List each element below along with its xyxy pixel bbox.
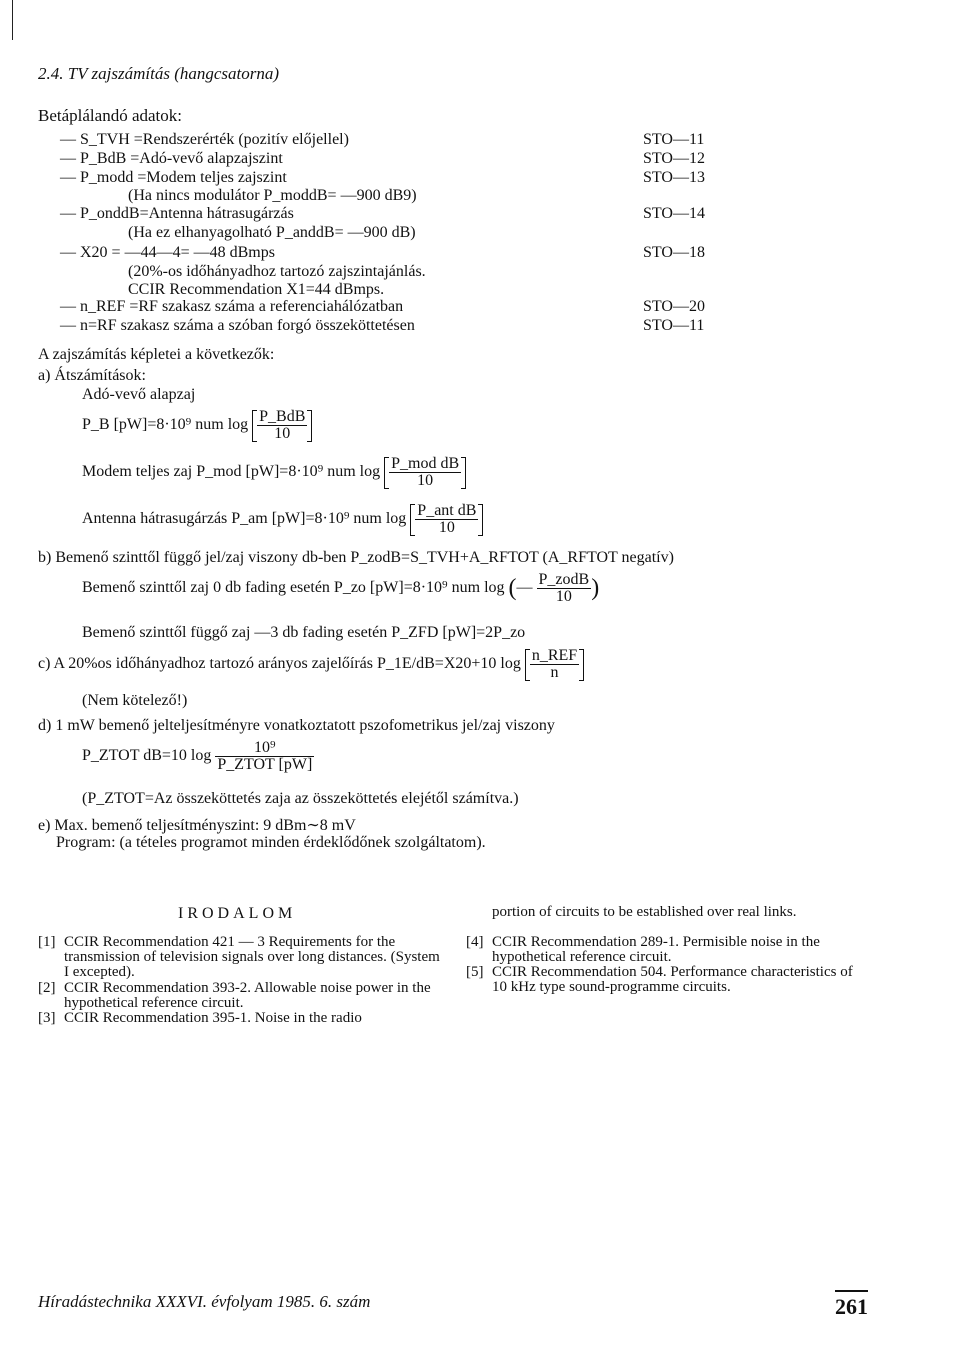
input-row-code: STO—13	[643, 169, 705, 186]
formula-pmod-left: Modem teljes zaj P_mod [pW]=8·10⁹ num log	[82, 463, 381, 481]
journal-footer: Híradástechnika XXXVI. évfolyam 1985. 6. szám	[38, 1292, 371, 1311]
fraction	[530, 648, 579, 681]
formula-pam	[82, 503, 483, 536]
reference-text: CCIR Recommendation 289-1. Permisible noise in the hypothetical reference circuit.	[492, 934, 820, 965]
section-title: 2.4. TV zajszámítás (hangcsatorna)	[38, 64, 280, 83]
input-row-note: (Ha nincs modulátor P_moddB= —900 dB9)	[128, 187, 417, 204]
fraction-numerator: P_ant dB	[417, 502, 477, 519]
section-d-line1: d) 1 mW bemenő jelteljesítményre vonatkoztatott pszofometrikus jel/zaj viszony	[38, 717, 555, 734]
input-row-text: — n_REF =RF szakasz száma a referenciahálózatban	[60, 298, 404, 315]
section-c-note: (Nem kötelező!)	[82, 692, 188, 709]
fraction-denominator: 10	[438, 519, 455, 536]
fraction-denominator: 10	[417, 472, 434, 489]
input-row-code: STO—11	[643, 131, 705, 148]
input-row-code: STO—11	[643, 317, 705, 334]
paren-left: (	[508, 575, 517, 601]
section-b-line3: Bemenő szinttől függő zaj —3 db fading esetén P_ZFD [pW]=2P_zo	[82, 624, 526, 641]
input-row-code: STO—20	[643, 298, 705, 315]
reference-number: [3]	[38, 1010, 56, 1026]
section-a-sub: Adó-vevő alapzaj	[82, 386, 196, 403]
bracket-right	[307, 410, 312, 442]
formula-pam-left: Antenna hátrasugárzás P_am [pW]=8·10⁹ num log	[82, 510, 407, 528]
section-e-line2: Program: (a tételes programot minden érdeklődőnek szolgáltatom).	[56, 834, 486, 851]
reference-text: CCIR Recommendation 421 — 3 Requirements for the transmission of television signals over long distances. (System I excepted).	[64, 934, 440, 980]
formula-pb-left: P_B [pW]=8·10⁹ num log	[82, 416, 249, 434]
input-row-text: — P_modd =Modem teljes zajszint	[60, 169, 287, 186]
input-row-text: — n=RF szakasz száma a szóban forgó összeköttetésen	[60, 317, 415, 334]
input-row-note: CCIR Recommendation X1=44 dBmps.	[128, 281, 385, 298]
formula-pb	[82, 409, 312, 442]
fraction	[537, 572, 592, 605]
section-b-line1: b) Bemenő szinttől függő jel/zaj viszony db-ben P_zodB=S_TVH+A_RFTOT (A_RFTOT negatív)	[38, 549, 674, 566]
bracket-right	[579, 649, 584, 681]
reference-number: [4]	[466, 934, 484, 950]
reference-text: CCIR Recommendation 504. Performance characteristics of 10 kHz type sound-programme circuits.	[492, 964, 853, 995]
top-divider	[12, 0, 13, 40]
section-e-line1: e) Max. bemenő teljesítményszint: 9 dBm∼8 mV	[38, 817, 356, 834]
fraction-denominator: 10	[555, 588, 572, 605]
formulas-intro: A zajszámítás képletei a következők:	[38, 346, 275, 363]
input-row-text: — S_TVH =Rendszerérték (pozitív előjellel)	[60, 131, 349, 148]
input-label: Betáplálandó adatok:	[38, 106, 182, 125]
input-row-code: STO—18	[643, 244, 705, 261]
fraction-numerator: P_zodB	[538, 571, 590, 588]
formula-pmod	[82, 456, 466, 489]
reference-number: [1]	[38, 934, 56, 950]
reference-number: [2]	[38, 980, 56, 996]
fraction-numerator: P_BdB	[259, 408, 306, 425]
fraction	[415, 503, 478, 536]
fraction-numerator: 10⁹	[215, 740, 314, 757]
input-row-note: (20%-os időhányadhoz tartozó zajszintajánlás.	[128, 263, 426, 280]
formula-p1e-left: c) A 20%os időhányadhoz tartozó arányos zajelőírás P_1E/dB=X20+10 log	[38, 655, 521, 673]
reference-text: CCIR Recommendation 393-2. Allowable noise power in the hypothetical reference circuit.	[64, 980, 431, 1011]
page-number: 261	[835, 1290, 868, 1320]
paren-right: )	[591, 575, 600, 601]
bracket-right	[461, 457, 466, 489]
input-row-text: — P_onddB=Antenna hátrasugárzás	[60, 205, 294, 222]
input-row-code: STO—12	[643, 150, 705, 167]
input-row-note: (Ha ez elhanyagolható P_anddB= —900 dB)	[128, 224, 416, 241]
reference-text: CCIR Recommendation 395-1. Noise in the radio	[64, 1010, 362, 1026]
section-d-line3: (P_ZTOT=Az összeköttetés zaja az összeköttetés elejétől számítva.)	[82, 790, 519, 807]
section-a-label: a) Átszámítások:	[38, 367, 146, 384]
formula-pztot-left: P_ZTOT dB=10 log	[82, 747, 212, 765]
fraction-denominator: n	[550, 664, 559, 681]
input-row-text: — X20 = —44—4= —48 dBmps	[60, 244, 275, 261]
formula-pztot	[82, 740, 314, 773]
input-row-code: STO—14	[643, 205, 705, 222]
fraction-numerator: n_REF	[531, 647, 578, 664]
formula-pzo-left: Bemenő szinttől zaj 0 db fading esetén P_zo [pW]=8·10⁹ num log	[82, 579, 505, 597]
input-row-text: — P_BdB =Adó-vevő alapzajszint	[60, 150, 283, 167]
fraction	[257, 409, 307, 442]
fraction-denominator: 10	[274, 425, 291, 442]
formula-p1e	[38, 648, 584, 681]
formula-pzo	[82, 572, 599, 605]
reference-text: portion of circuits to be established over real links.	[492, 904, 797, 920]
fraction	[389, 456, 461, 489]
fraction-denominator: P_ZTOT [pW]	[217, 756, 313, 773]
bracket-right	[478, 504, 483, 536]
fraction	[215, 740, 314, 773]
minus-sign: —	[516, 579, 533, 597]
references-heading: IRODALOM	[178, 905, 297, 922]
fraction-numerator: P_mod dB	[391, 455, 460, 472]
reference-number: [5]	[466, 964, 484, 980]
